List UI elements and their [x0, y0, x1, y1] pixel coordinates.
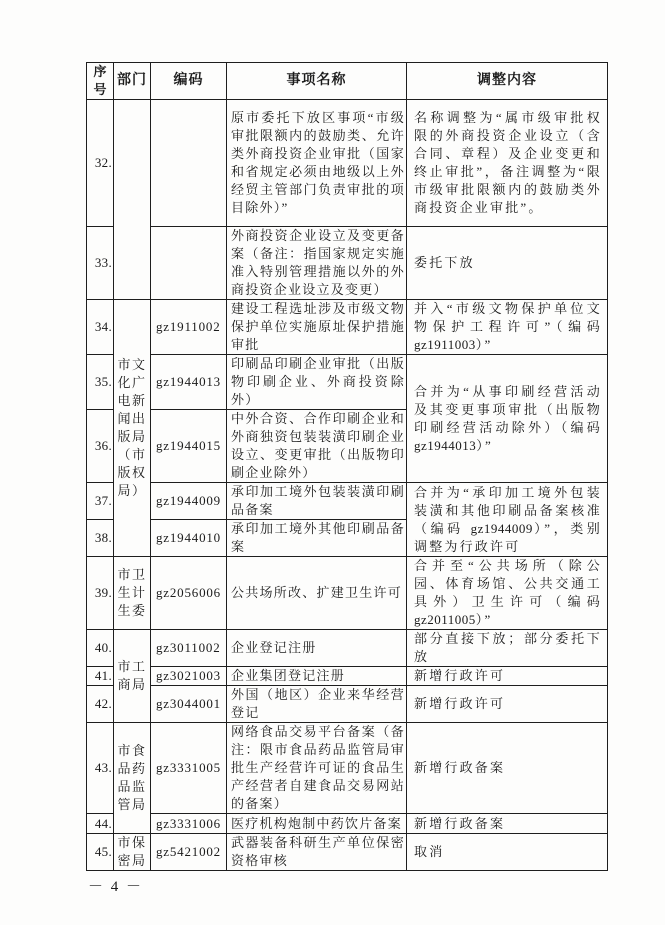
table-row — [87, 227, 608, 300]
item-name-cell: 中外合资、合作印刷企业和外商独资包装装潢印刷企业设立、变更审批（出版物印刷企业除外） — [227, 410, 407, 483]
adjust-cell: 并入“市级文物保护单位文物保护工程许可”（编码gz1911003）” — [407, 300, 608, 355]
seq-cell: 36. — [87, 410, 114, 483]
item-name-cell: 印刷品印刷企业审批（出版物印刷企业、外商投资除外） — [227, 355, 407, 410]
seq-cell: 39. — [87, 557, 114, 630]
seq-cell: 38. — [87, 520, 114, 557]
adjust-cell: 新增行政备案 — [407, 814, 608, 834]
header-department: 部门 — [114, 63, 151, 100]
header-seq: 序号 — [87, 63, 114, 100]
page-number: － 4 － — [88, 879, 144, 895]
item-name-cell: 外国（地区）企业来华经营登记 — [227, 686, 407, 723]
code-cell: gz1944013 — [151, 355, 227, 410]
item-name-cell: 企业登记注册 — [227, 630, 407, 667]
table-row — [87, 723, 608, 814]
code-cell — [151, 227, 227, 300]
table-row — [87, 814, 608, 834]
adjust-cell: 合并至“公共场所（除公园、体育场馆、公共交通工具外）卫生许可（编码gz2011005）” — [407, 557, 608, 630]
adjust-cell: 合并为“从事印刷经营活动及其变更事项审批（出版物印刷经营活动除外）（编码 gz1944013）” — [407, 355, 608, 483]
code-cell: gz1944009 — [151, 483, 227, 520]
item-name-cell: 外商投资企业设立及变更备案（备注：指国家规定实施准入特别管理措施以外的外商投资企业设立及变更） — [227, 227, 407, 300]
table-row — [87, 630, 608, 667]
item-name-cell: 公共场所改、扩建卫生许可 — [227, 557, 407, 630]
header-item-name: 事项名称 — [227, 63, 407, 100]
adjust-cell: 取消 — [407, 834, 608, 871]
table-row — [87, 667, 608, 686]
seq-cell: 44. — [87, 814, 114, 834]
code-cell: gz5421002 — [151, 834, 227, 871]
code-cell: gz1911002 — [151, 300, 227, 355]
seq-cell: 33. — [87, 227, 114, 300]
adjust-cell: 新增行政许可 — [407, 686, 608, 723]
table-header-row — [87, 63, 608, 100]
item-name-cell: 承印加工境外其他印刷品备案 — [227, 520, 407, 557]
adjust-cell: 合并为“承印加工境外包装装潢和其他印刷品备案核准（编码 gz1944009）”，类别调整为行政许可 — [407, 483, 608, 557]
table-row — [87, 557, 608, 630]
item-name-cell: 武器装备科研生产单位保密资格审核 — [227, 834, 407, 871]
code-cell: gz3331006 — [151, 814, 227, 834]
code-reference: gz1944009 — [470, 520, 533, 536]
table-row — [87, 355, 608, 410]
dept-cell: 市食品药品监管局 — [114, 723, 151, 834]
item-name-cell: 网络食品交易平台备案（备注：限市食品药品监管局审批生产经营许可证的食品生产经营者自建食品交易网站的备案） — [227, 723, 407, 814]
item-name-cell: 承印加工境外包装装潢印刷品备案 — [227, 483, 407, 520]
code-cell: gz1944010 — [151, 520, 227, 557]
code-reference: gz1944013 — [414, 437, 477, 453]
dept-cell: 市工商局 — [114, 630, 151, 723]
code-cell: gz3331005 — [151, 723, 227, 814]
adjust-cell: 新增行政许可 — [407, 667, 608, 686]
item-name-cell: 建设工程选址涉及市级文物保护单位实施原址保护措施审批 — [227, 300, 407, 355]
code-cell: gz1944015 — [151, 410, 227, 483]
item-name-cell: 企业集团登记注册 — [227, 667, 407, 686]
table-row — [87, 300, 608, 355]
code-reference: gz1911003 — [414, 337, 476, 352]
seq-cell: 42. — [87, 686, 114, 723]
seq-cell: 32. — [87, 100, 114, 227]
table-row — [87, 686, 608, 723]
adjust-cell: 部分直接下放；部分委托下放 — [407, 630, 608, 667]
dept-cell — [114, 100, 151, 300]
code-cell: gz3011002 — [151, 630, 227, 667]
seq-cell: 45. — [87, 834, 114, 871]
adjustment-table — [86, 62, 608, 871]
seq-cell: 35. — [87, 355, 114, 410]
seq-cell: 41. — [87, 667, 114, 686]
code-reference: gz2011005 — [414, 612, 476, 627]
dept-cell: 市卫生计生委 — [114, 557, 151, 630]
seq-cell: 34. — [87, 300, 114, 355]
item-name-cell: 原市委托下放区事项“市级审批限额内的鼓励类、允许类外商投资企业审批（国家和省规定必须由地级以上外经贸主管部门负责审批的项目除外）” — [227, 100, 407, 227]
header-adjustment: 调整内容 — [407, 63, 608, 100]
code-cell: gz3044001 — [151, 686, 227, 723]
code-cell: gz2056006 — [151, 557, 227, 630]
table-row — [87, 834, 608, 871]
adjust-cell: 新增行政备案 — [407, 723, 608, 814]
dept-cell: 市保密局 — [114, 834, 151, 871]
seq-cell: 40. — [87, 630, 114, 667]
table-row — [87, 483, 608, 520]
code-cell: gz3021003 — [151, 667, 227, 686]
adjust-cell: 委托下放 — [407, 227, 608, 300]
item-name-cell: 医疗机构炮制中药饮片备案 — [227, 814, 407, 834]
code-cell — [151, 100, 227, 227]
dept-cell: 市文化广电新闻出版局（市版权局） — [114, 300, 151, 557]
header-code: 编码 — [151, 63, 227, 100]
seq-cell: 37. — [87, 483, 114, 520]
table-row — [87, 100, 608, 227]
adjust-cell: 名称调整为“属市级审批权限的外商投资企业设立（含合同、章程）及企业变更和终止审批”，备注调整为“限市级审批限额内的鼓励类外商投资企业审批”。 — [407, 100, 608, 227]
seq-cell: 43. — [87, 723, 114, 814]
